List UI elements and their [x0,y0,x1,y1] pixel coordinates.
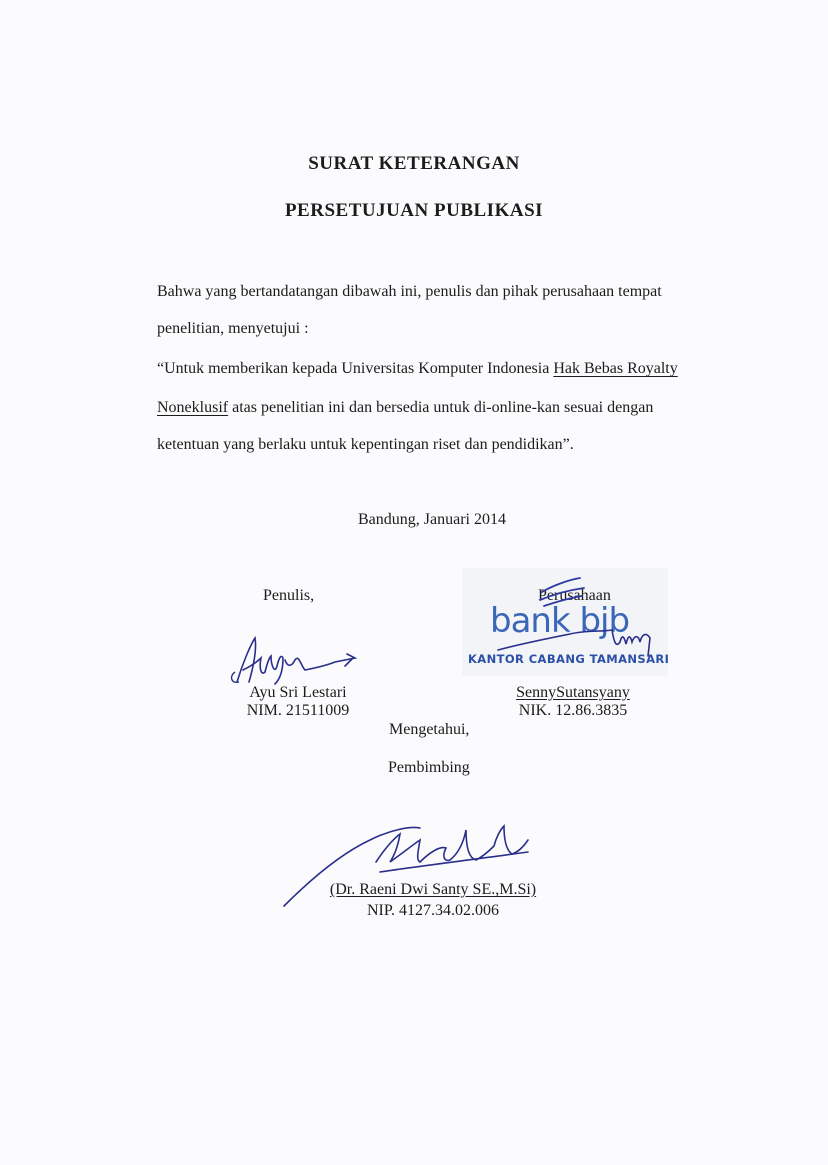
body-line-5: ketentuan yang berlaku untuk kepentingan riset dan pendidikan”. [157,436,574,453]
body-line-3-text: “Untuk memberikan kepada Universitas Komputer Indonesia [157,360,554,377]
supervisor-id: NIP. 4127.34.02.006 [366,902,499,919]
supervisor-name: (Dr. Raeni Dwi Santy SE.,M.Si) [329,881,537,898]
body-line-2: penelitian, menyetujui : [157,320,309,337]
body-line-4-text: atas penelitian ini dan bersedia untuk di-online-kan sesuai dengan [228,399,654,416]
writer-name: Ayu Sri Lestari [249,684,347,701]
body-line-4 [157,398,717,418]
writer-signature [225,632,365,690]
company-representative-id: NIK. 12.86.3835 [518,702,628,719]
writer-id: NIM. 21511009 [246,702,350,719]
company-label: Perusahaan [538,587,611,604]
supervisor-role: Pembimbing [388,759,470,776]
company-signature [490,572,660,662]
royalty-term: Hak Bebas Royalty [553,360,678,377]
document-title: SURAT KETERANGAN [308,153,520,174]
writer-label: Penulis, [263,587,315,604]
document-subtitle: PERSETUJUAN PUBLIKASI [284,200,544,221]
body-line-3 [157,359,717,379]
place-and-date: Bandung, Januari 2014 [358,511,506,528]
body-line-1: Bahwa yang bertandatangan dibawah ini, penulis dan pihak perusahaan tempat [157,283,662,300]
stamp-branch-text: KANTOR CABANG TAMANSARI [468,652,670,666]
acknowledgement-label: Mengetahui, [389,721,470,738]
stamp-brand-logo: bank bjb [490,601,630,641]
noneklusif-term: Noneklusif [157,399,229,416]
company-representative-name: SennySutansyany [516,684,630,701]
